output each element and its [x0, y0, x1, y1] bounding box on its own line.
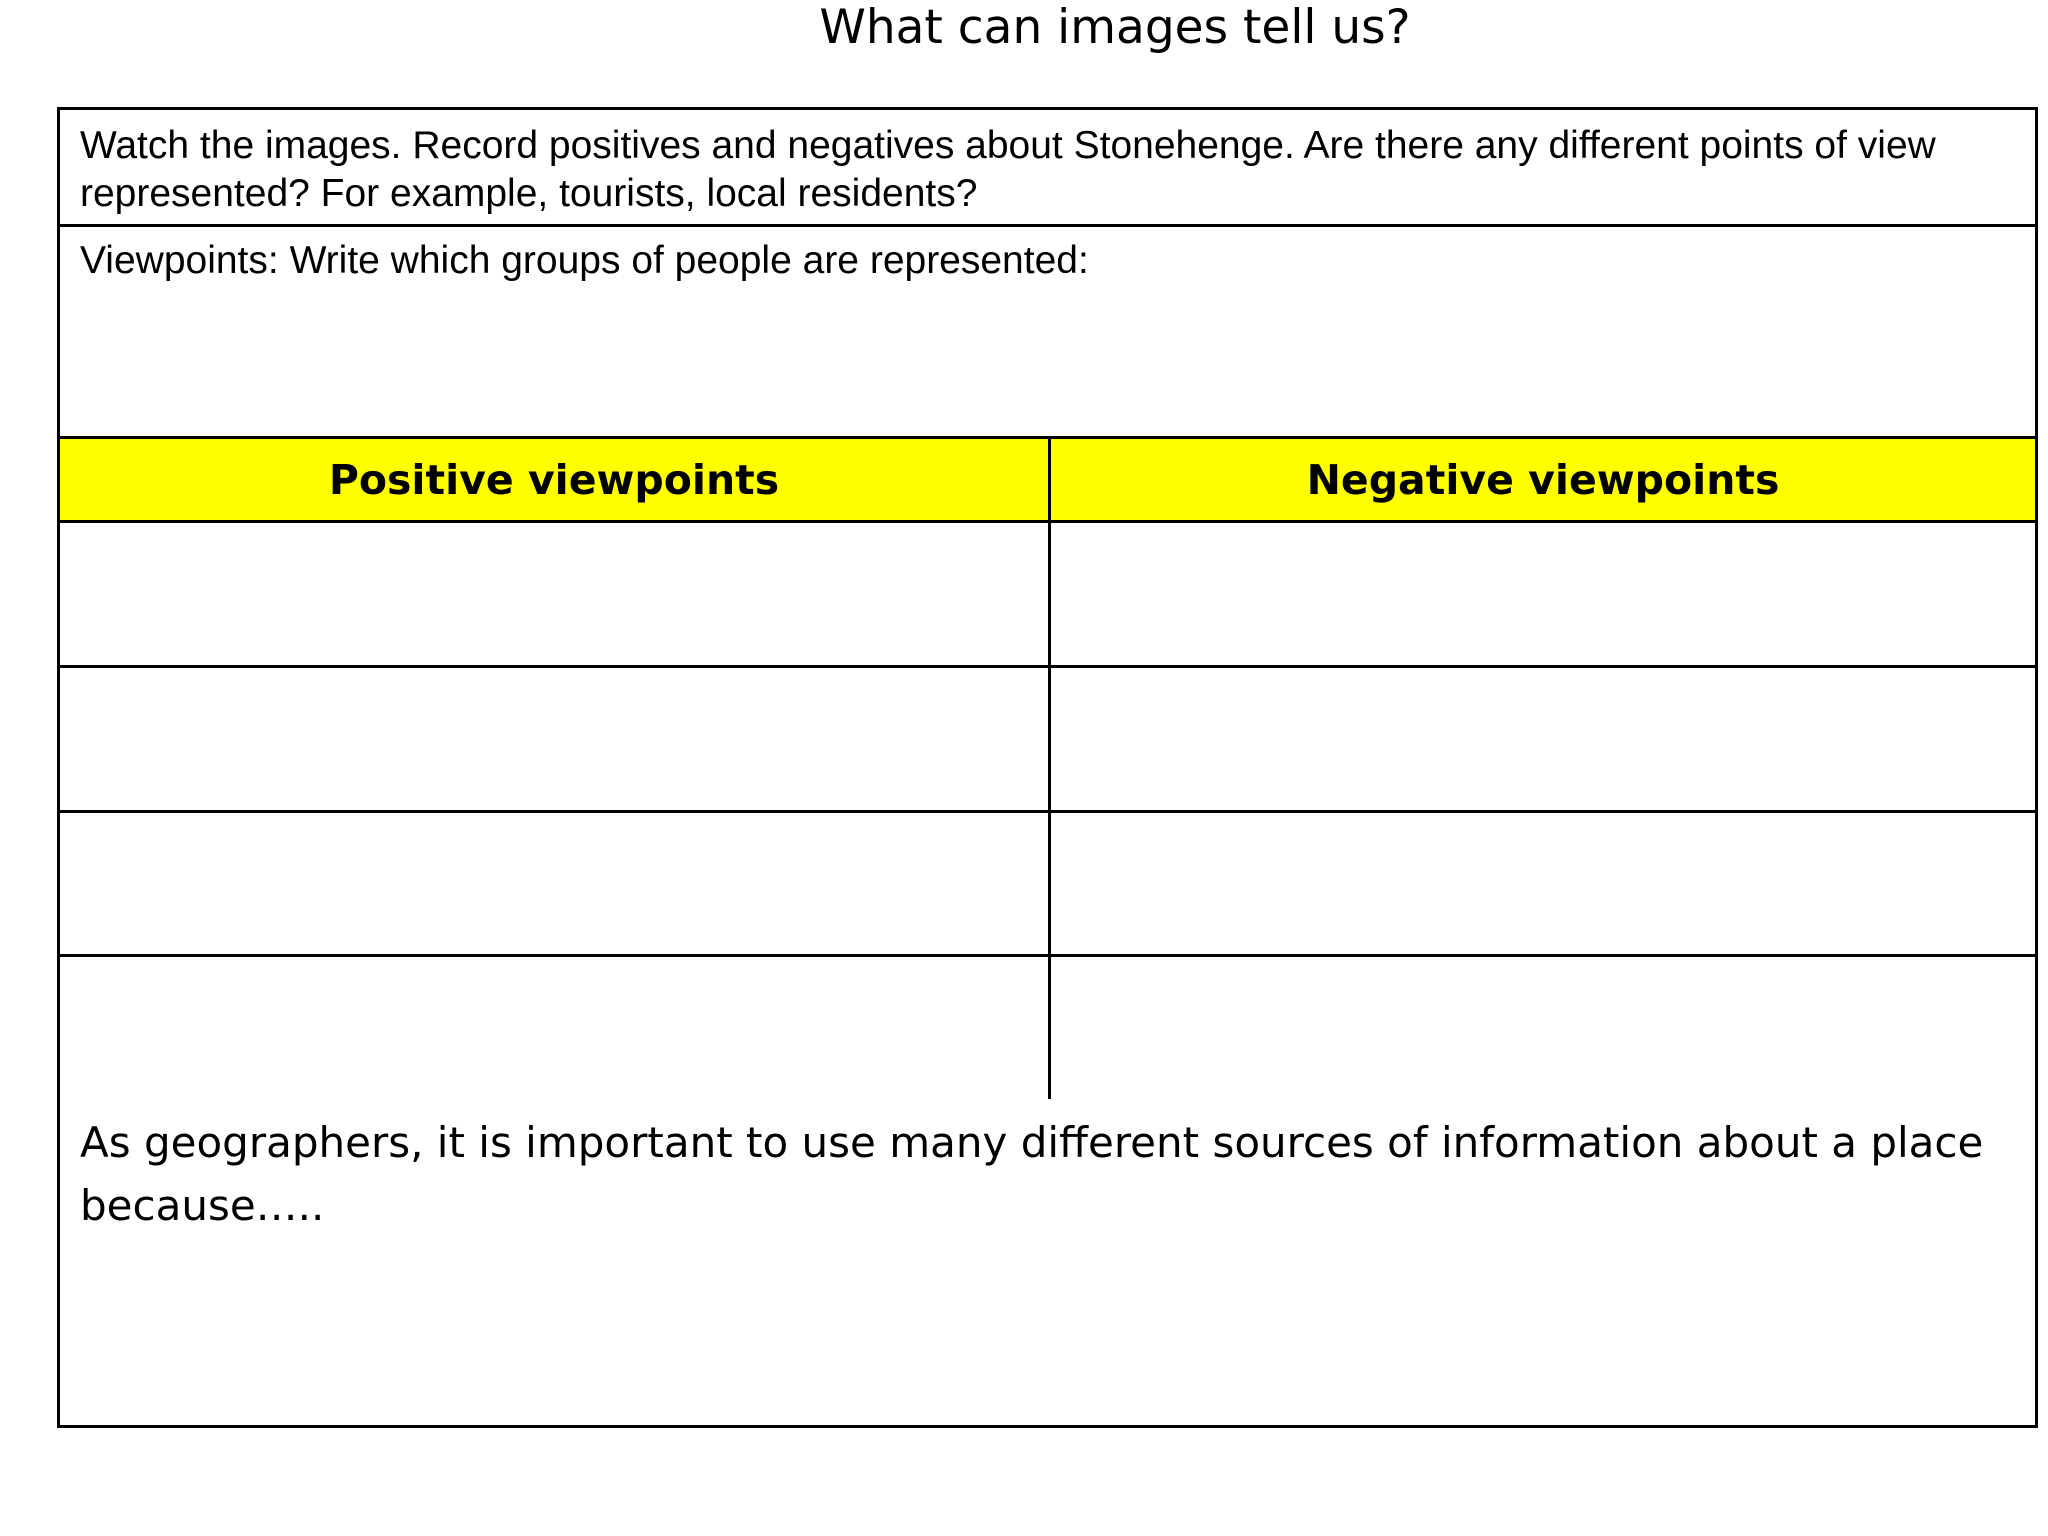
instructions-text: Watch the images. Record positives and negatives about Stonehenge. Are there any different points of view represented? For example, tourists, local residents?: [80, 124, 1936, 215]
positive-cell[interactable]: [60, 666, 1050, 811]
positive-cell[interactable]: [60, 956, 1050, 1099]
page-title: What can images tell us?: [819, 0, 1411, 55]
negative-cell[interactable]: [1050, 522, 2036, 667]
table-header-row: [60, 439, 2035, 522]
viewpoints-box[interactable]: [60, 227, 2035, 439]
instructions-box: [60, 110, 2035, 227]
negative-cell[interactable]: [1050, 666, 2036, 811]
viewpoints-table: [60, 439, 2035, 1099]
table-row: [60, 956, 2035, 1099]
negative-cell[interactable]: [1050, 956, 2036, 1099]
worksheet-frame: [57, 107, 2038, 1428]
positive-viewpoints-header: Positive viewpoints: [60, 439, 1050, 522]
table-row: [60, 522, 2035, 667]
negative-cell[interactable]: [1050, 811, 2036, 956]
table-row: [60, 666, 2035, 811]
table-row: [60, 811, 2035, 956]
conclusion-box[interactable]: [60, 1099, 2035, 1425]
viewpoints-prompt: Viewpoints: Write which groups of people are represented:: [80, 239, 1089, 282]
positive-cell[interactable]: [60, 522, 1050, 667]
positive-cell[interactable]: [60, 811, 1050, 956]
conclusion-text: As geographers, it is important to use many different sources of information about a place because…..: [80, 1118, 1984, 1230]
negative-viewpoints-header: Negative viewpoints: [1050, 439, 2036, 522]
